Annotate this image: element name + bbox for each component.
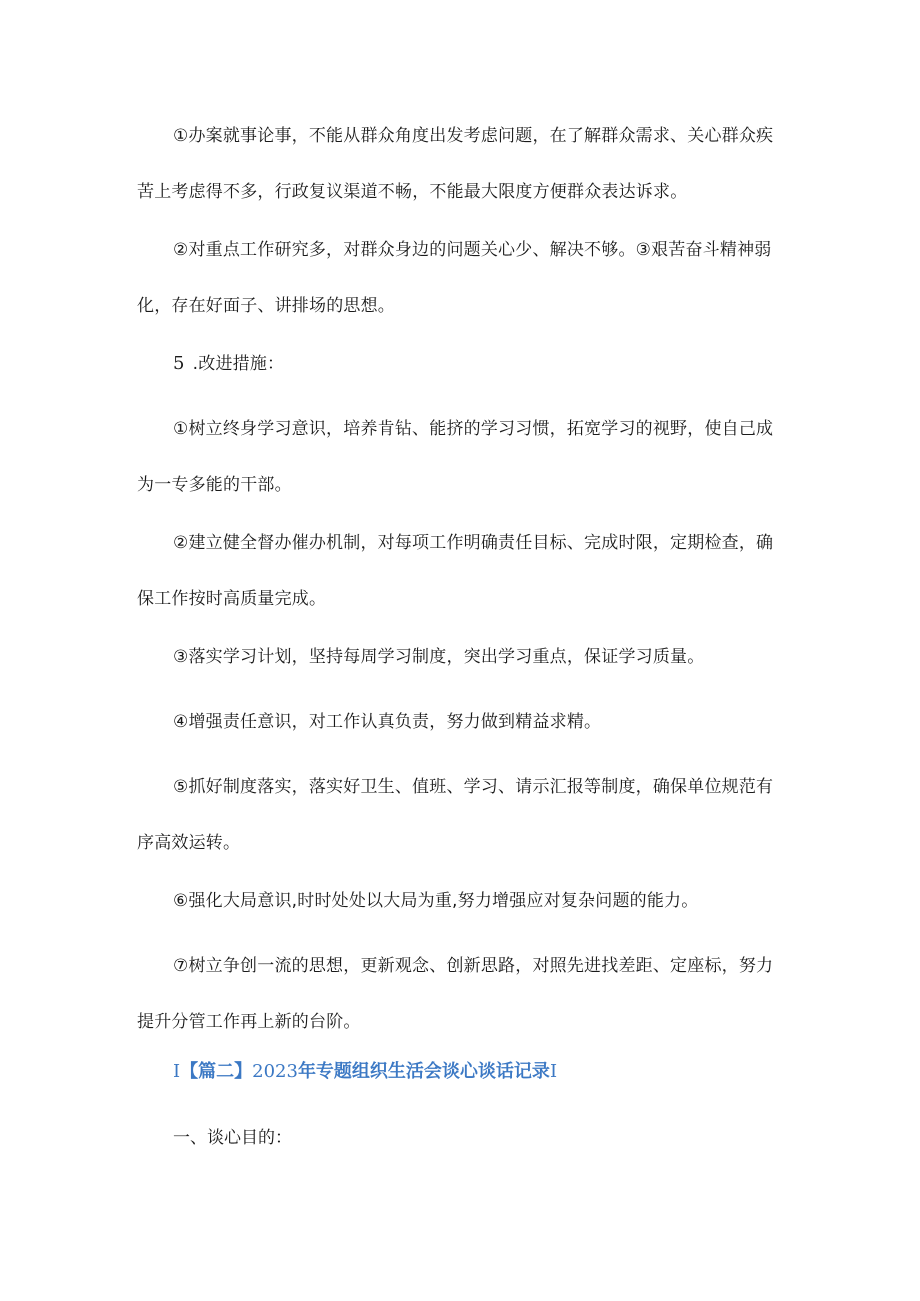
heading-left-mark: I [173,1061,181,1082]
measure-7: ⑦树立争创一流的思想，更新观念、创新思路，对照先进找差距、定座标，努力提升分管工作再上新的台阶。 [137,956,774,1032]
heading-title: 年专题组织生活会谈心谈话记录 [297,1061,550,1082]
section-5-number: 5 [173,353,185,374]
heading-bracket: 【篇二】 [180,1061,253,1082]
measure-4: ④增强责任意识，对工作认真负责，努力做到精益求精。 [173,712,602,732]
subheading: 一、谈心目的： [173,1128,292,1148]
paragraph-2: ②对重点工作研究多，对群众身边的问题关心少、解决不够。③艰苦奋斗精神弱化，存在好面子、讲排场的思想。 [137,240,772,316]
section-heading [173,1052,793,1092]
measure-2: ②建立健全督办催办机制，对每项工作明确责任目标、完成时限，定期检查，确保工作按时高质量完成。 [137,533,774,609]
heading-right-mark: I [549,1061,558,1082]
measure-6: ⑥强化大局意识,时时处处以大局为重,努力增强应对复杂问题的能力。 [173,891,699,911]
section-5-heading [137,336,787,392]
paragraph-1: ①办案就事论事，不能从群众角度出发考虑问题，在了解群众需求、关心群众疾苦上考虑得不多，行政复议渠道不畅，不能最大限度方便群众表达诉求。 [137,126,774,202]
section-5-label: .改进措施： [192,354,285,374]
measure-3: ③落实学习计划，坚持每周学习制度，突出学习重点，保证学习质量。 [173,647,705,667]
measure-5: ⑤抓好制度落实，落实好卫生、值班、学习、请示汇报等制度，确保单位规范有序高效运转。 [137,777,774,853]
heading-year: 2023 [252,1061,298,1082]
measure-1: ①树立终身学习意识，培养肯钻、能挤的学习习惯，拓宽学习的视野，使自己成为一专多能的干部。 [137,419,774,495]
